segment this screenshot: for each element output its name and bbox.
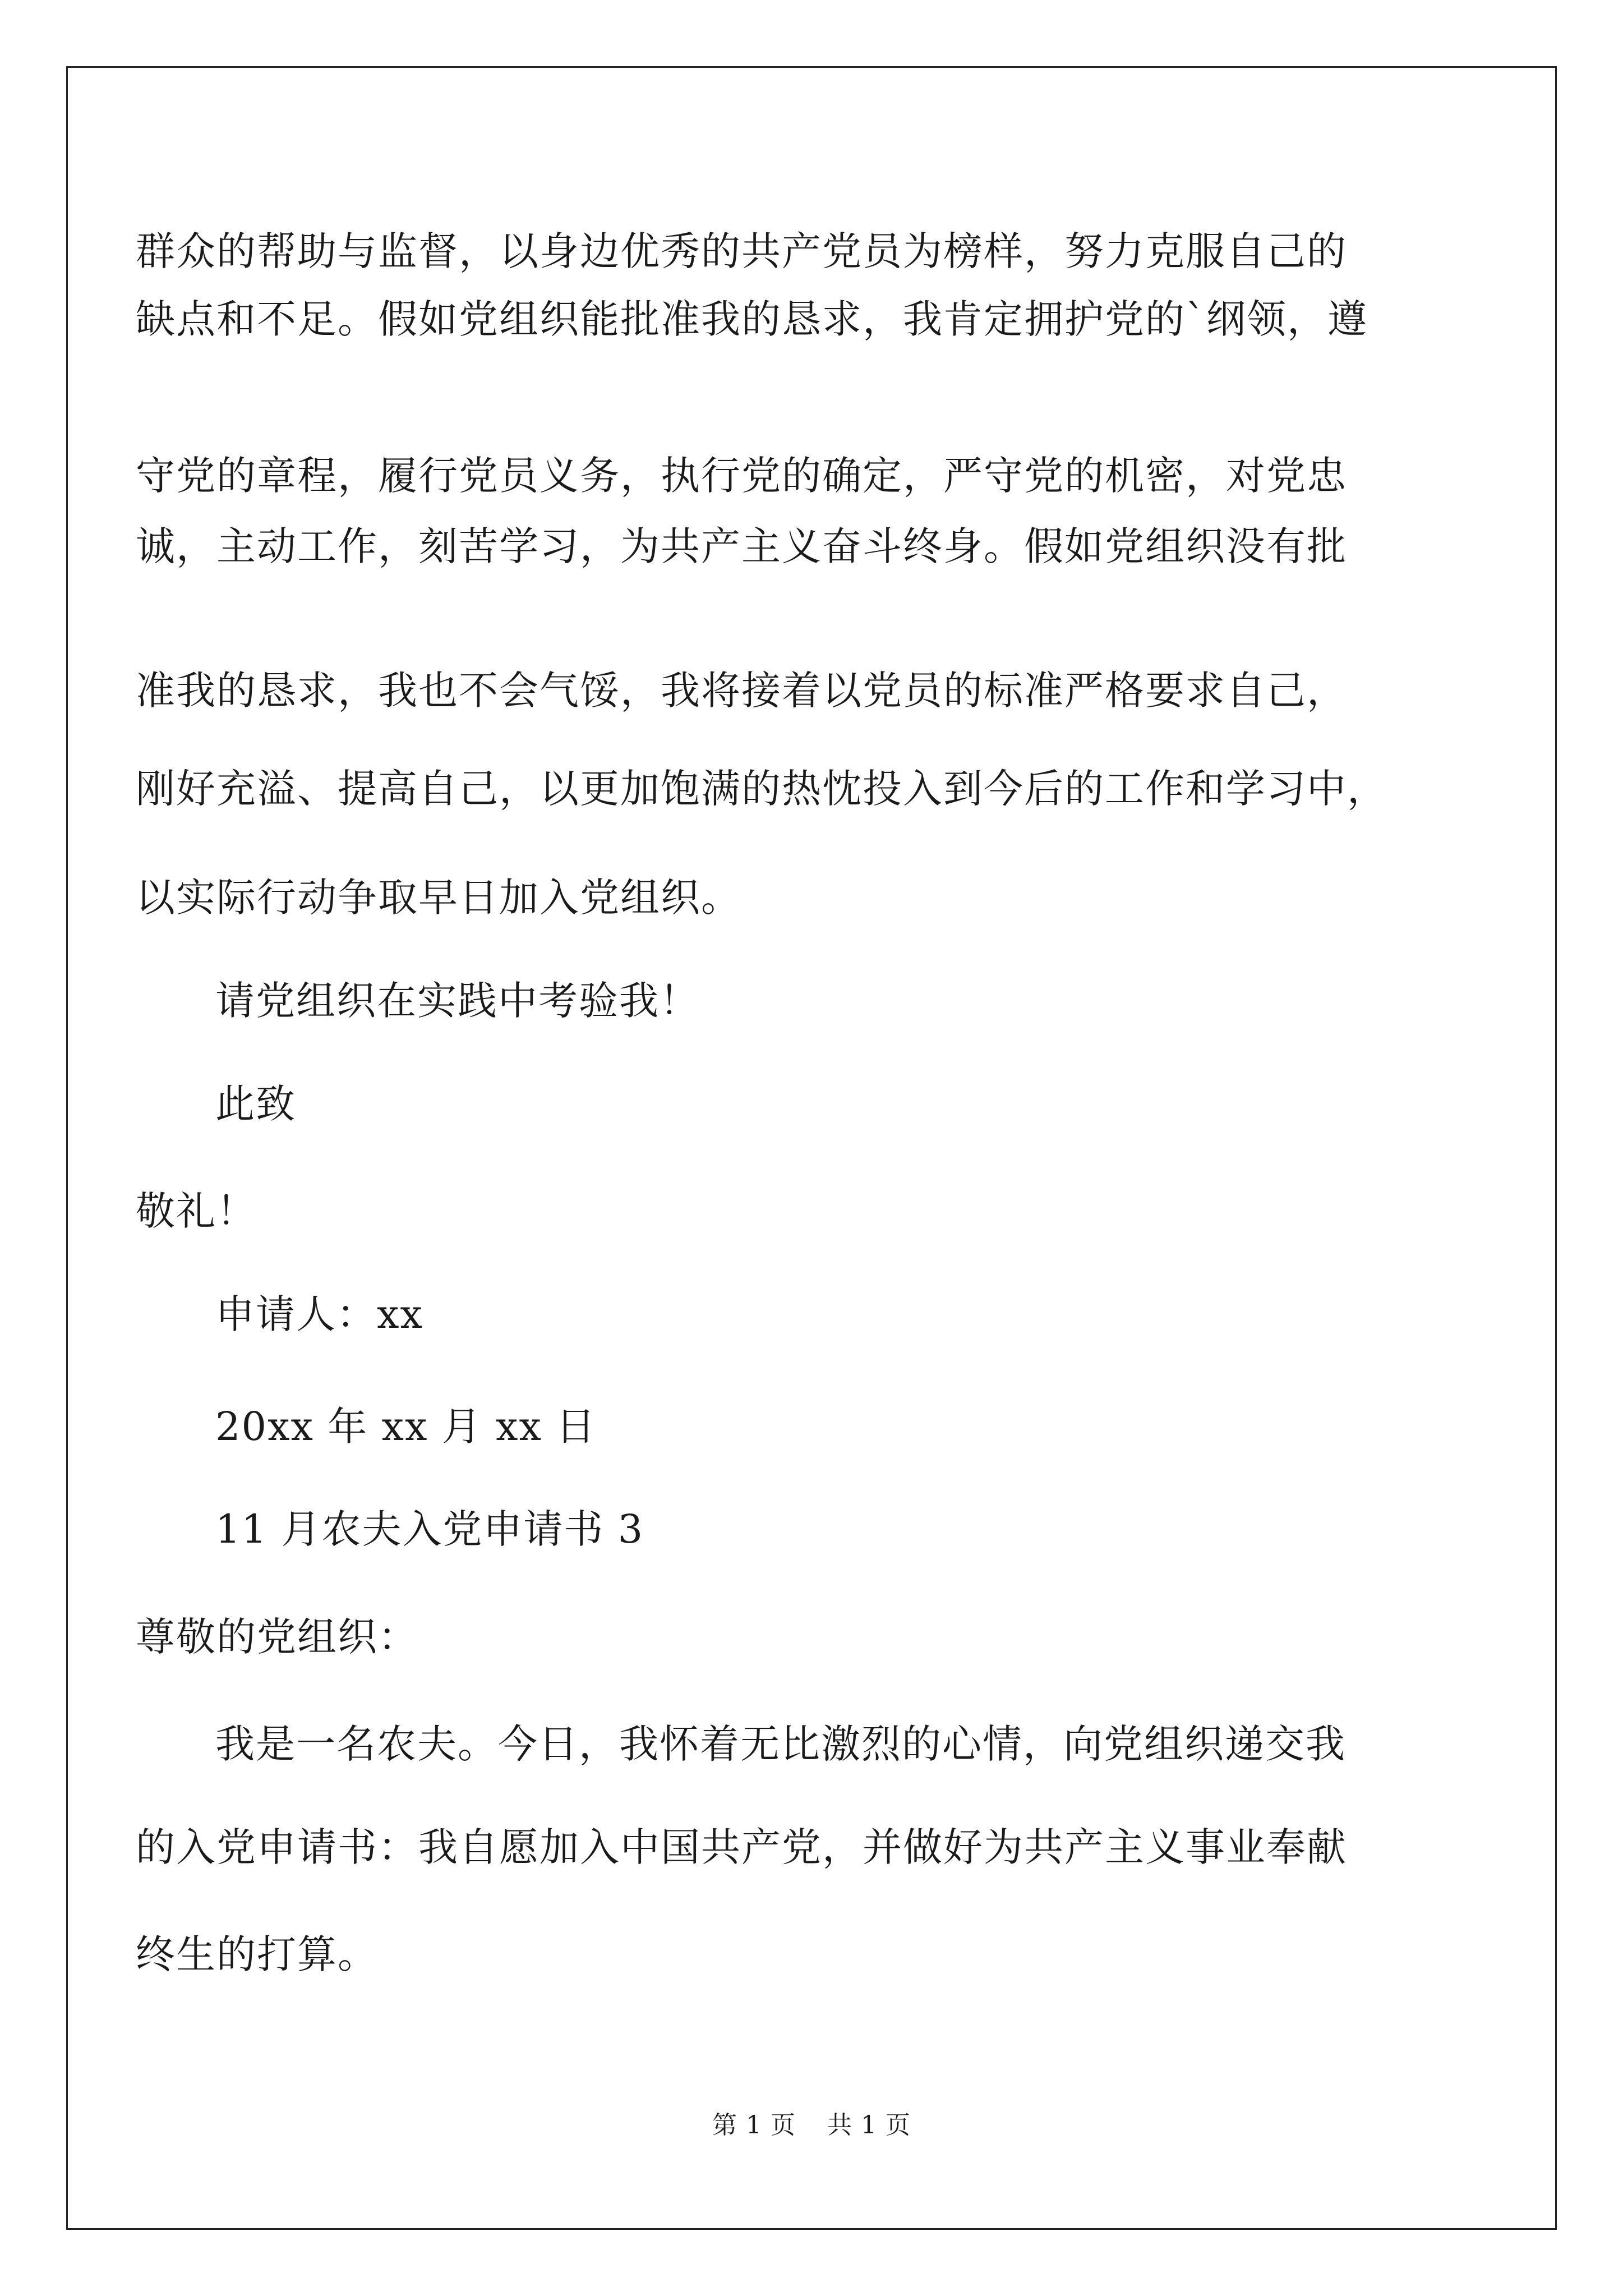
application-date: 20xx 年 xx 月 xx 日: [215, 1404, 597, 1450]
page-footer: [0, 2105, 1623, 2141]
paragraph-line: 诚，主动工作，刻苦学习，为共产主义奋斗终身。假如党组织没有批: [136, 523, 1347, 569]
page-number: 第 1 页: [712, 2111, 796, 2139]
paragraph-line: 群众的帮助与监督，以身边优秀的共产党员为榜样，努力克服自己的: [136, 228, 1347, 274]
paragraph-line: 终生的打算。: [136, 1931, 378, 1977]
paragraph-line: 以实际行动争取早日加入党组织。: [136, 875, 741, 921]
closing-regards: 敬礼！: [136, 1188, 257, 1234]
greeting: 尊敬的党组织：: [136, 1614, 418, 1660]
applicant-signature: 申请人：xx: [215, 1291, 423, 1337]
page-count: 共 1 页: [827, 2111, 911, 2139]
paragraph-line: 刚好充溢、提高自己，以更加饱满的热忱投入到今后的工作和学习中，: [136, 766, 1387, 812]
paragraph-line: 准我的恳求，我也不会气馁，我将接着以党员的标准严格要求自己，: [136, 668, 1347, 714]
paragraph-line: 缺点和不足。假如党组织能批准我的恳求，我肯定拥护党的`纲领，遵: [136, 296, 1368, 342]
paragraph-line: 我是一名农夫。今日，我怀着无比激烈的心情，向党组织递交我: [215, 1721, 1346, 1767]
section-heading: 11 月农夫入党申请书 3: [215, 1506, 644, 1552]
closing-salutation: 此致: [215, 1081, 296, 1127]
page-border: [66, 66, 1557, 2230]
paragraph-line: 的入党申请书：我自愿加入中国共产党，并做好为共产主义事业奉献: [136, 1824, 1347, 1870]
paragraph-line: 请党组织在实践中考验我！: [215, 978, 700, 1024]
paragraph-line: 守党的章程，履行党员义务，执行党的确定，严守党的机密，对党忠: [136, 453, 1347, 499]
